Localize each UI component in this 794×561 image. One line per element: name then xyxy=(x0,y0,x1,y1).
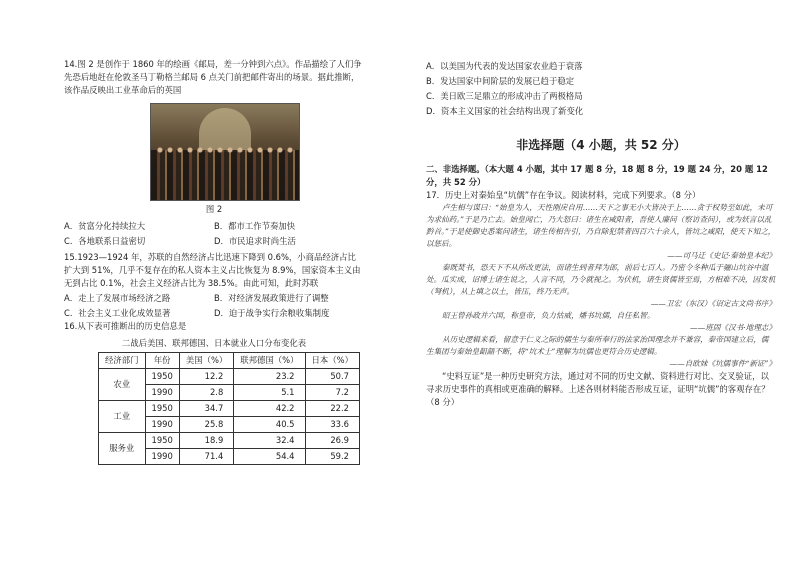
header-frg: 联邦德国（%） xyxy=(234,353,305,369)
year-cell: 1950 xyxy=(145,433,179,449)
question-14-stem: 14.图 2 是创作于 1860 年的绘画《邮局，差一分钟到六点》。作品描绘了人们争先恐后地赶在伦敦圣马丁勒格兰邮局 6 点关门前把邮件寄出的场景。据此推断，该作品反映出工业革命后的英国 xyxy=(64,59,362,96)
value-cell: 42.2 xyxy=(234,401,305,417)
q16-option-a[interactable]: A．以美国为代表的发达国家农业趋于衰落 xyxy=(426,61,583,71)
question-15-options xyxy=(64,292,364,320)
q14-option-d[interactable]: D．市民追求时尚生活 xyxy=(214,236,296,247)
header-usa: 美国（%） xyxy=(179,353,233,369)
header-japan: 日本（%） xyxy=(305,353,359,369)
painting-figure xyxy=(150,103,300,201)
table-header-row xyxy=(99,353,360,369)
value-cell: 71.4 xyxy=(179,449,233,465)
header-year: 年份 xyxy=(145,353,179,369)
value-cell: 32.4 xyxy=(234,433,305,449)
right-column xyxy=(426,58,776,409)
question-16-stem: 16.从下表可推断出的历史信息是 xyxy=(64,321,187,332)
q15-option-b[interactable]: B．对经济发展政策进行了调整 xyxy=(214,293,329,304)
value-cell: 7.2 xyxy=(305,385,359,401)
q14-option-c[interactable]: C．各地联系日益密切 xyxy=(64,236,146,247)
painting-crowd xyxy=(151,150,299,200)
value-cell: 22.2 xyxy=(305,401,359,417)
table-title: 二战后美国、联邦德国、日本就业人口分布变化表 xyxy=(121,338,307,349)
sector-cell: 农业 xyxy=(99,369,146,401)
sector-cell: 服务业 xyxy=(99,433,146,465)
table-row xyxy=(99,401,360,417)
value-cell: 34.7 xyxy=(179,401,233,417)
value-cell: 25.8 xyxy=(179,417,233,433)
material-source-3: ——班固《汉书·地理志》 xyxy=(690,323,776,333)
section-title: 非选择题（4 小题，共 52 分） xyxy=(516,138,686,153)
table-row xyxy=(99,369,360,385)
q14-option-a[interactable]: A．贫富分化持续拉大 xyxy=(64,221,146,232)
question-17-stem: 17．历史上对秦始皇“坑儒”存在争议。阅读材料，完成下列要求。（8 分） xyxy=(426,189,701,200)
value-cell: 40.5 xyxy=(234,417,305,433)
value-cell: 33.6 xyxy=(305,417,359,433)
table-row xyxy=(99,433,360,449)
figure-caption: 图 2 xyxy=(205,204,223,215)
q16-option-c[interactable]: C．美日欧三足鼎立的形成冲击了两极格局 xyxy=(426,91,583,102)
left-column xyxy=(64,58,364,465)
question-16-options xyxy=(426,60,776,118)
value-cell: 26.9 xyxy=(305,433,359,449)
year-cell: 1950 xyxy=(145,369,179,385)
material-source-2: ——卫宏（东汉）《诏定古文尚书序》 xyxy=(650,299,776,309)
value-cell: 23.2 xyxy=(234,369,305,385)
value-cell: 54.4 xyxy=(234,449,305,465)
q14-option-b[interactable]: B．都市工作节奏加快 xyxy=(214,221,296,232)
value-cell: 2.8 xyxy=(179,385,233,401)
q15-option-d[interactable]: D．迫于战争实行余粮收集制度 xyxy=(214,308,330,319)
material-source-1: ——司马迁《史记·秦始皇本纪》 xyxy=(667,251,776,261)
value-cell: 50.7 xyxy=(305,369,359,385)
question-14-options xyxy=(64,220,364,248)
year-cell: 1990 xyxy=(145,449,179,465)
year-cell: 1990 xyxy=(145,385,179,401)
value-cell: 59.2 xyxy=(305,449,359,465)
material-quote-4: 从历史逻辑来看，留意于仁义之际的儒生与秦所奉行的法家治国理念并不兼容，秦帝国建立后，儒生集团与秦始皇龃龉不断，将“坑术士”理解为坑儒也更符合历史逻辑。 xyxy=(426,335,769,357)
value-cell: 5.1 xyxy=(234,385,305,401)
year-cell: 1990 xyxy=(145,417,179,433)
value-cell: 18.9 xyxy=(179,433,233,449)
question-17-prompt: “史料互证”是一种历史研究方法，通过对不同的历史文献、资料进行对比、交叉验证，以寻求历史事件的真相或更准确的解释。上述各则材料能否形成互证，证明“坑儒”的客观存在？（8 分） xyxy=(426,371,770,408)
sector-cell: 工业 xyxy=(99,401,146,433)
employment-table xyxy=(98,352,360,465)
question-15-stem: 15.1923—1924 年，苏联的自然经济占比迅速下降到 0.6%，小商品经济占比扩大到 51%，几乎不复存在的私人资本主义占比恢复为 8.9%，国家资本主义由无到占比 0.1%，社会主义经济占比为 38.5%。由此可知，此时苏联 xyxy=(64,252,361,289)
q16-option-b[interactable]: B．发达国家中间阶层的发展已趋于稳定 xyxy=(426,76,575,87)
year-cell: 1950 xyxy=(145,401,179,417)
q15-option-c[interactable]: C．社会主义工业化成效显著 xyxy=(64,308,171,319)
material-quote-3: 昭王曾孙政并六国，称皇帝，负力怙威，燔书坑儒，自任私智。 xyxy=(442,311,655,321)
section-heading: 二、非选择题。（本大题 4 小题，其中 17 题 8 分，18 题 8 分，19 题 24 分，20 题 12 分，共 52 分） xyxy=(426,163,768,187)
material-quote-2: 秦既焚书，恐天下不从所改更法，而诸生到者拜为郎，前后七百人。乃密令冬种瓜于骊山坑谷中温处。瓜实成，诏博士诸生说之，人言不同，乃令就视之。为伏机，诸生贤儒皆至焉，方相难不决，因发机（弩机），从上填之以土，皆压，终乃无声。 xyxy=(426,263,776,297)
q15-option-a[interactable]: A．走上了发展市场经济之路 xyxy=(64,293,171,304)
q16-option-d[interactable]: D．资本主义国家的社会结构出现了新变化 xyxy=(426,106,584,117)
value-cell: 12.2 xyxy=(179,369,233,385)
material-quote-1: 卢生相与谋曰：“始皇为人，天性刚戾自用……天下之事无小大皆决于上……贪于权势至如此，未可为求仙药。”于是乃亡去。始皇闻亡，乃大怒曰：诸生在咸阳者，吾使人廉问（察访查问），或为妖言以乱黔首。”于是使御史悉案问诸生，诸生传相告引，乃自除犯禁者四百六十余人，皆坑之咸阳，使天下知之，以惩后。 xyxy=(426,202,776,249)
material-source-4: ——自欧妹《坑儒事件“新证”》 xyxy=(669,359,776,369)
painting-heads xyxy=(155,144,295,156)
header-sector: 经济部门 xyxy=(99,353,146,369)
